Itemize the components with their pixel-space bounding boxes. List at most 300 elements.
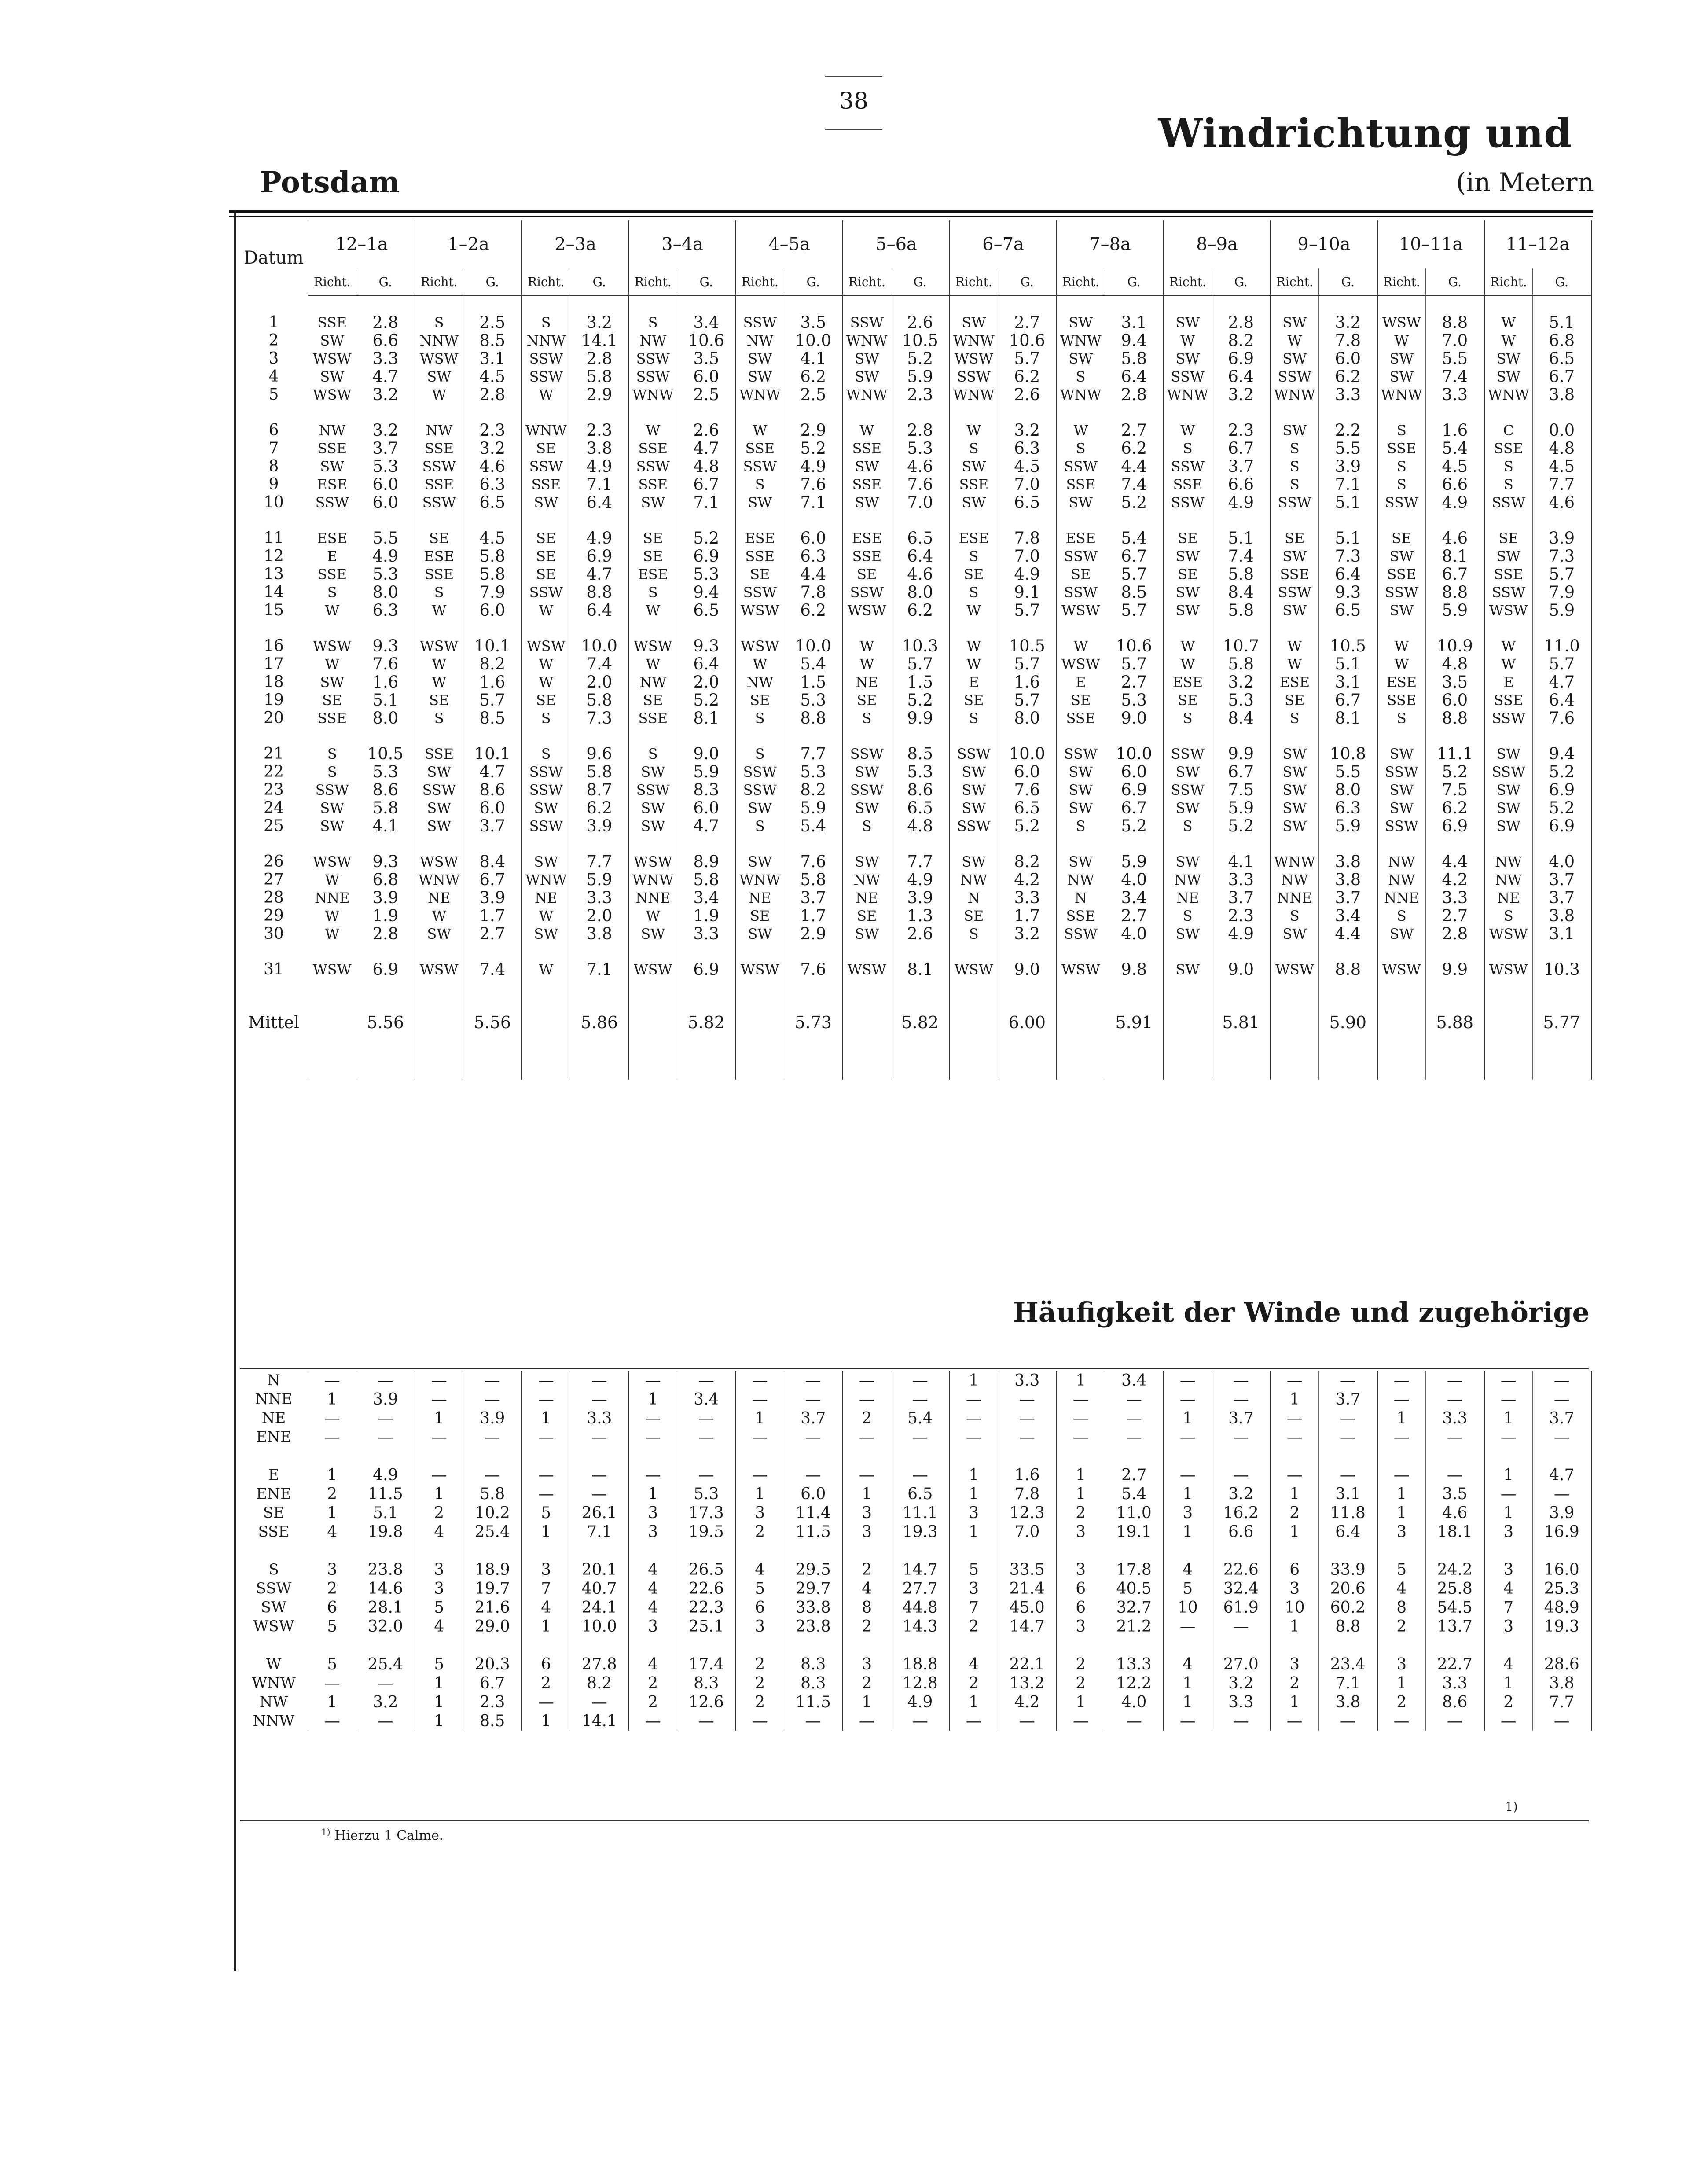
spacer-cell — [415, 295, 463, 313]
direction-cell: WSW — [1057, 655, 1105, 673]
frequency-count: 1 — [950, 1466, 998, 1485]
table-row — [240, 871, 1591, 889]
spacer-cell — [1105, 978, 1164, 1009]
spacer-cell — [677, 835, 736, 853]
frequency-speed-sum: 29.7 — [784, 1579, 843, 1598]
spacer-cell — [1425, 619, 1484, 637]
direction-cell: SW — [1164, 547, 1212, 565]
table-row — [240, 565, 1591, 583]
frequency-count: — — [736, 1390, 784, 1409]
day-number: 22 — [240, 763, 308, 781]
spacer-cell — [1377, 727, 1425, 745]
g-header: G. — [1105, 268, 1164, 295]
frequency-speed-sum: — — [784, 1371, 843, 1390]
freq-spacer-cell — [784, 1541, 843, 1560]
direction-cell: S — [843, 817, 891, 835]
spacer-cell — [1425, 835, 1484, 853]
direction-cell: SW — [1057, 799, 1105, 817]
day-number: 30 — [240, 925, 308, 943]
direction-cell: SW — [1271, 349, 1318, 368]
speed-cell: 8.8 — [1425, 583, 1484, 601]
speed-cell: 10.5 — [998, 637, 1057, 655]
frequency-speed-sum: 17.8 — [1105, 1560, 1164, 1579]
freq-spacer-cell — [1318, 1447, 1377, 1466]
freq-row — [240, 1466, 1591, 1485]
direction-cell: WSW — [736, 601, 784, 619]
speed-cell: 8.6 — [463, 781, 522, 799]
frequency-speed-sum: 3.2 — [356, 1693, 415, 1712]
day-number: 8 — [240, 457, 308, 475]
speed-cell: 6.0 — [356, 493, 415, 511]
table-row — [240, 781, 1591, 799]
frequency-count: 2 — [843, 1409, 891, 1428]
direction-cell: W — [629, 421, 677, 439]
direction-cell: S — [1057, 368, 1105, 386]
speed-cell: 3.5 — [677, 349, 736, 368]
speed-cell: 7.8 — [1318, 331, 1377, 349]
speed-cell: 2.0 — [570, 907, 629, 925]
spacer-cell — [736, 835, 784, 853]
frequency-count: 3 — [308, 1560, 356, 1579]
table-row — [240, 421, 1591, 439]
direction-cell: SW — [308, 799, 356, 817]
frequency-count: 2 — [629, 1674, 677, 1693]
direction-cell: W — [629, 655, 677, 673]
speed-cell: 7.4 — [1425, 368, 1484, 386]
speed-cell: 2.7 — [998, 313, 1057, 331]
freq-spacer-cell — [1057, 1636, 1105, 1655]
freq-spacer-cell — [843, 1541, 891, 1560]
top-rule-thin — [229, 216, 1593, 217]
frequency-speed-sum: 26.5 — [677, 1560, 736, 1579]
frequency-speed-sum: 4.7 — [1532, 1466, 1591, 1485]
speed-cell: 5.2 — [677, 529, 736, 547]
spacer-cell — [356, 404, 415, 421]
frequency-speed-sum: 2.3 — [463, 1693, 522, 1712]
frequency-count: 7 — [522, 1579, 570, 1598]
speed-cell: 2.6 — [677, 421, 736, 439]
direction-cell: NW — [1484, 871, 1532, 889]
direction-cell: SSW — [1057, 547, 1105, 565]
speed-cell: 7.1 — [570, 960, 629, 978]
speed-cell: 2.5 — [677, 386, 736, 404]
frequency-speed-sum: 24.1 — [570, 1598, 629, 1617]
frequency-count: — — [629, 1466, 677, 1485]
spacer-cell — [843, 295, 891, 313]
mean-empty — [1164, 1009, 1212, 1036]
speed-cell: 3.8 — [1532, 386, 1591, 404]
frequency-speed-sum: 7.1 — [1318, 1674, 1377, 1693]
hour-header: 1–2a — [415, 220, 522, 268]
frequency-speed-sum: — — [570, 1428, 629, 1447]
spacer-cell — [522, 943, 570, 960]
direction-cell: WSW — [1057, 601, 1105, 619]
hour-header: 2–3a — [522, 220, 629, 268]
frequency-count: 3 — [843, 1655, 891, 1674]
freq-spacer-cell — [463, 1447, 522, 1466]
direction-cell: WSW — [843, 601, 891, 619]
mean-value: 5.56 — [356, 1009, 415, 1036]
direction-cell: S — [843, 709, 891, 727]
wind-frequency-table — [240, 1371, 1592, 1731]
frequency-speed-sum: 19.8 — [356, 1522, 415, 1541]
direction-cell: NNW — [522, 331, 570, 349]
spacer-cell — [1484, 511, 1532, 529]
spacer-cell — [415, 835, 463, 853]
spacer-cell — [677, 619, 736, 637]
frequency-speed-sum: — — [1532, 1485, 1591, 1504]
direction-cell: SSW — [1057, 583, 1105, 601]
speed-cell: 3.3 — [1212, 871, 1271, 889]
tail-cell — [1271, 1036, 1318, 1080]
freq-spacer-cell — [950, 1447, 998, 1466]
direction-cell: SSW — [1484, 709, 1532, 727]
freq-spacer-cell — [308, 1541, 356, 1560]
spacer-cell — [736, 404, 784, 421]
speed-cell: 4.8 — [677, 457, 736, 475]
frequency-speed-sum: 29.5 — [784, 1560, 843, 1579]
speed-cell: 6.4 — [891, 547, 950, 565]
freq-spacer-cell — [736, 1636, 784, 1655]
speed-cell: 1.3 — [891, 907, 950, 925]
speed-cell: 6.2 — [784, 368, 843, 386]
direction-cell: ESE — [415, 547, 463, 565]
direction-cell: SW — [1164, 313, 1212, 331]
spacer-cell — [1057, 978, 1105, 1009]
spacer-cell — [570, 943, 629, 960]
frequency-count: 3 — [629, 1522, 677, 1541]
spacer-cell — [784, 404, 843, 421]
direction-cell: W — [950, 421, 998, 439]
speed-cell: 5.3 — [784, 691, 843, 709]
speed-cell: 3.9 — [891, 889, 950, 907]
direction-cell: SSW — [1377, 763, 1425, 781]
direction-cell: S — [1377, 709, 1425, 727]
spacer-cell — [1164, 727, 1212, 745]
spacer-cell — [736, 943, 784, 960]
spacer-cell — [1271, 727, 1318, 745]
spacer-cell — [463, 835, 522, 853]
speed-cell: 5.8 — [463, 547, 522, 565]
speed-cell: 5.9 — [1105, 853, 1164, 871]
spacer-cell — [1318, 295, 1377, 313]
frequency-speed-sum: 3.9 — [356, 1390, 415, 1409]
speed-cell: 2.6 — [891, 313, 950, 331]
freq-spacer-cell — [677, 1636, 736, 1655]
direction-cell: SSE — [415, 565, 463, 583]
tail-cell — [1532, 1036, 1591, 1080]
frequency-count: 3 — [1377, 1655, 1425, 1674]
direction-cell: SW — [736, 493, 784, 511]
freq-spacer-cell — [891, 1541, 950, 1560]
freq-spacer-cell — [570, 1636, 629, 1655]
direction-cell: S — [950, 439, 998, 457]
frequency-speed-sum: 5.4 — [1105, 1485, 1164, 1504]
page-title: Windrichtung und — [1158, 110, 1572, 157]
direction-cell: NE — [522, 889, 570, 907]
speed-cell: 0.0 — [1532, 421, 1591, 439]
direction-cell: SW — [1271, 781, 1318, 799]
wind-direction-label: SSE — [240, 1522, 308, 1541]
direction-cell: S — [950, 709, 998, 727]
speed-cell: 3.9 — [463, 889, 522, 907]
frequency-speed-sum: — — [677, 1712, 736, 1731]
speed-cell: 5.1 — [1318, 493, 1377, 511]
speed-cell: 1.7 — [784, 907, 843, 925]
direction-cell: S — [736, 475, 784, 493]
frequency-speed-sum: 7.7 — [1532, 1693, 1591, 1712]
spacer-cell — [629, 619, 677, 637]
speed-cell: 7.4 — [463, 960, 522, 978]
speed-cell: 10.7 — [1212, 637, 1271, 655]
spacer-cell — [1212, 727, 1271, 745]
frequency-speed-sum: 19.5 — [677, 1522, 736, 1541]
speed-cell: 2.2 — [1318, 421, 1377, 439]
speed-cell: 6.2 — [1318, 368, 1377, 386]
speed-cell: 6.5 — [1532, 349, 1591, 368]
table-row — [240, 493, 1591, 511]
direction-cell: SSE — [1057, 475, 1105, 493]
mean-empty — [522, 1009, 570, 1036]
direction-cell: S — [1377, 421, 1425, 439]
frequency-speed-sum: — — [784, 1466, 843, 1485]
speed-cell: 6.0 — [1318, 349, 1377, 368]
direction-cell: SW — [1377, 799, 1425, 817]
frequency-speed-sum: — — [1318, 1712, 1377, 1731]
direction-cell: SE — [1057, 565, 1105, 583]
tail-cell — [677, 1036, 736, 1080]
direction-cell: W — [736, 655, 784, 673]
frequency-speed-sum: 14.7 — [891, 1560, 950, 1579]
direction-cell: SW — [1164, 960, 1212, 978]
direction-cell: W — [736, 421, 784, 439]
direction-cell: NE — [415, 889, 463, 907]
spacer-cell — [1318, 619, 1377, 637]
frequency-speed-sum: — — [677, 1466, 736, 1485]
spacer-cell — [1425, 978, 1484, 1009]
spacer-cell — [240, 511, 308, 529]
freq-spacer-cell — [1532, 1541, 1591, 1560]
direction-cell: SE — [843, 565, 891, 583]
spacer-cell — [891, 511, 950, 529]
direction-cell: SE — [415, 529, 463, 547]
frequency-count: — — [950, 1390, 998, 1409]
frequency-count: 4 — [1164, 1560, 1212, 1579]
direction-cell: SSW — [1164, 493, 1212, 511]
frequency-speed-sum: 3.2 — [1212, 1485, 1271, 1504]
direction-cell: WSW — [1377, 960, 1425, 978]
speed-cell: 5.2 — [784, 439, 843, 457]
frequency-count: 2 — [736, 1522, 784, 1541]
frequency-count: 1 — [1377, 1504, 1425, 1522]
frequency-count: 1 — [308, 1504, 356, 1522]
direction-cell: NW — [415, 421, 463, 439]
wind-direction-table — [240, 220, 1592, 1080]
speed-cell: 6.3 — [998, 439, 1057, 457]
frequency-speed-sum: 40.7 — [570, 1579, 629, 1598]
direction-cell: SSE — [736, 439, 784, 457]
speed-cell: 6.9 — [1212, 349, 1271, 368]
direction-cell: NW — [736, 673, 784, 691]
speed-cell: 5.9 — [891, 368, 950, 386]
tail-cell — [1484, 1036, 1532, 1080]
direction-cell: W — [522, 673, 570, 691]
speed-cell: 5.9 — [1212, 799, 1271, 817]
day-number: 21 — [240, 745, 308, 763]
frequency-count: 3 — [1057, 1560, 1105, 1579]
frequency-count: — — [629, 1428, 677, 1447]
direction-cell: WNW — [1271, 386, 1318, 404]
table-row — [240, 817, 1591, 835]
footnote: $^{1)}$ Hierzu 1 Calme. — [321, 1827, 444, 1843]
direction-cell: W — [308, 871, 356, 889]
spacer-cell — [522, 727, 570, 745]
speed-cell: 6.0 — [463, 601, 522, 619]
spacer-cell — [629, 511, 677, 529]
direction-cell: SW — [1484, 745, 1532, 763]
frequency-speed-sum: — — [784, 1390, 843, 1409]
frequency-count: 7 — [950, 1598, 998, 1617]
frequency-count: 5 — [308, 1617, 356, 1636]
direction-cell: SSW — [843, 583, 891, 601]
freq-spacer-cell — [1105, 1447, 1164, 1466]
frequency-speed-sum: 12.2 — [1105, 1674, 1164, 1693]
speed-cell: 2.9 — [784, 925, 843, 943]
frequency-speed-sum: 27.0 — [1212, 1655, 1271, 1674]
freq-spacer-cell — [891, 1447, 950, 1466]
frequency-speed-sum: — — [570, 1371, 629, 1390]
freq-spacer-cell — [570, 1447, 629, 1466]
spacer-cell — [1377, 619, 1425, 637]
frequency-speed-sum: 3.7 — [1318, 1390, 1377, 1409]
direction-cell: SW — [308, 457, 356, 475]
direction-cell: SSW — [843, 781, 891, 799]
speed-cell: 3.3 — [998, 889, 1057, 907]
hour-header: 10–11a — [1377, 220, 1484, 268]
day-number: 2 — [240, 331, 308, 349]
direction-cell: W — [1484, 313, 1532, 331]
day-number: 19 — [240, 691, 308, 709]
mean-value: 5.82 — [677, 1009, 736, 1036]
spacer-cell — [950, 404, 998, 421]
speed-cell: 4.0 — [1105, 925, 1164, 943]
frequency-speed-sum: — — [891, 1712, 950, 1731]
spacer-cell — [1377, 404, 1425, 421]
tail-cell — [1212, 1036, 1271, 1080]
freq-spacer-cell — [240, 1636, 308, 1655]
direction-cell: NW — [629, 673, 677, 691]
speed-cell: 3.2 — [1212, 386, 1271, 404]
speed-cell: 7.8 — [998, 529, 1057, 547]
speed-cell: 3.4 — [677, 889, 736, 907]
frequency-speed-sum: — — [570, 1693, 629, 1712]
frequency-speed-sum: 14.6 — [356, 1579, 415, 1598]
direction-cell: SW — [629, 925, 677, 943]
direction-cell: SW — [843, 493, 891, 511]
table-row — [240, 637, 1591, 655]
frequency-count: — — [522, 1371, 570, 1390]
direction-cell: SW — [308, 673, 356, 691]
spacer-cell — [629, 727, 677, 745]
frequency-speed-sum: 14.1 — [570, 1712, 629, 1731]
frequency-count: 4 — [415, 1617, 463, 1636]
speed-cell: 3.7 — [1212, 457, 1271, 475]
direction-cell: S — [1164, 439, 1212, 457]
direction-cell: SSE — [308, 313, 356, 331]
speed-cell: 3.2 — [570, 313, 629, 331]
frequency-speed-sum: 25.1 — [677, 1617, 736, 1636]
richt-header: Richt. — [736, 268, 784, 295]
frequency-count: 4 — [1377, 1579, 1425, 1598]
direction-cell: WSW — [1484, 925, 1532, 943]
frequency-speed-sum: 25.3 — [1532, 1579, 1591, 1598]
frequency-speed-sum: — — [463, 1371, 522, 1390]
day-number: 13 — [240, 565, 308, 583]
speed-cell: 8.6 — [891, 781, 950, 799]
direction-cell: WNW — [522, 421, 570, 439]
frequency-count: — — [736, 1712, 784, 1731]
day-number: 4 — [240, 368, 308, 386]
frequency-count: — — [1057, 1712, 1105, 1731]
speed-cell: 14.1 — [570, 331, 629, 349]
direction-cell: SW — [950, 799, 998, 817]
spacer-cell — [308, 943, 356, 960]
frequency-count: 5 — [736, 1579, 784, 1598]
speed-cell: 10.5 — [356, 745, 415, 763]
direction-cell: SSW — [950, 817, 998, 835]
spacer-cell — [784, 727, 843, 745]
frequency-count: — — [1164, 1371, 1212, 1390]
frequency-count: — — [736, 1371, 784, 1390]
mean-value: 5.90 — [1318, 1009, 1377, 1036]
direction-cell: WNW — [1484, 386, 1532, 404]
direction-cell: SE — [1484, 529, 1532, 547]
speed-cell: 3.7 — [1318, 889, 1377, 907]
direction-cell: SSW — [522, 781, 570, 799]
freq-spacer-cell — [1425, 1447, 1484, 1466]
frequency-count: 1 — [415, 1409, 463, 1428]
speed-cell: 2.6 — [891, 925, 950, 943]
direction-cell: SE — [950, 691, 998, 709]
direction-cell: NW — [736, 331, 784, 349]
frequency-count: 3 — [950, 1579, 998, 1598]
frequency-count: — — [1271, 1428, 1318, 1447]
speed-cell: 8.1 — [891, 960, 950, 978]
freq-spacer-cell — [1318, 1541, 1377, 1560]
speed-cell: 2.3 — [570, 421, 629, 439]
speed-cell: 2.8 — [570, 349, 629, 368]
mean-row — [240, 1009, 1591, 1036]
table-row — [240, 691, 1591, 709]
direction-cell: S — [1484, 457, 1532, 475]
direction-cell: SW — [843, 457, 891, 475]
frequency-count: 3 — [1271, 1579, 1318, 1598]
direction-cell: ESE — [1057, 529, 1105, 547]
frequency-count: — — [736, 1466, 784, 1485]
frequency-count: — — [1164, 1466, 1212, 1485]
speed-cell: 4.6 — [1425, 529, 1484, 547]
speed-cell: 6.7 — [1532, 368, 1591, 386]
speed-cell: 1.7 — [998, 907, 1057, 925]
direction-cell: SSW — [629, 457, 677, 475]
spacer-cell — [1318, 978, 1377, 1009]
spacer-cell — [950, 835, 998, 853]
spacer-cell — [843, 404, 891, 421]
direction-cell: W — [415, 386, 463, 404]
spacer-cell — [998, 727, 1057, 745]
frequency-count: — — [1484, 1485, 1532, 1504]
frequency-speed-sum: 18.1 — [1425, 1522, 1484, 1541]
